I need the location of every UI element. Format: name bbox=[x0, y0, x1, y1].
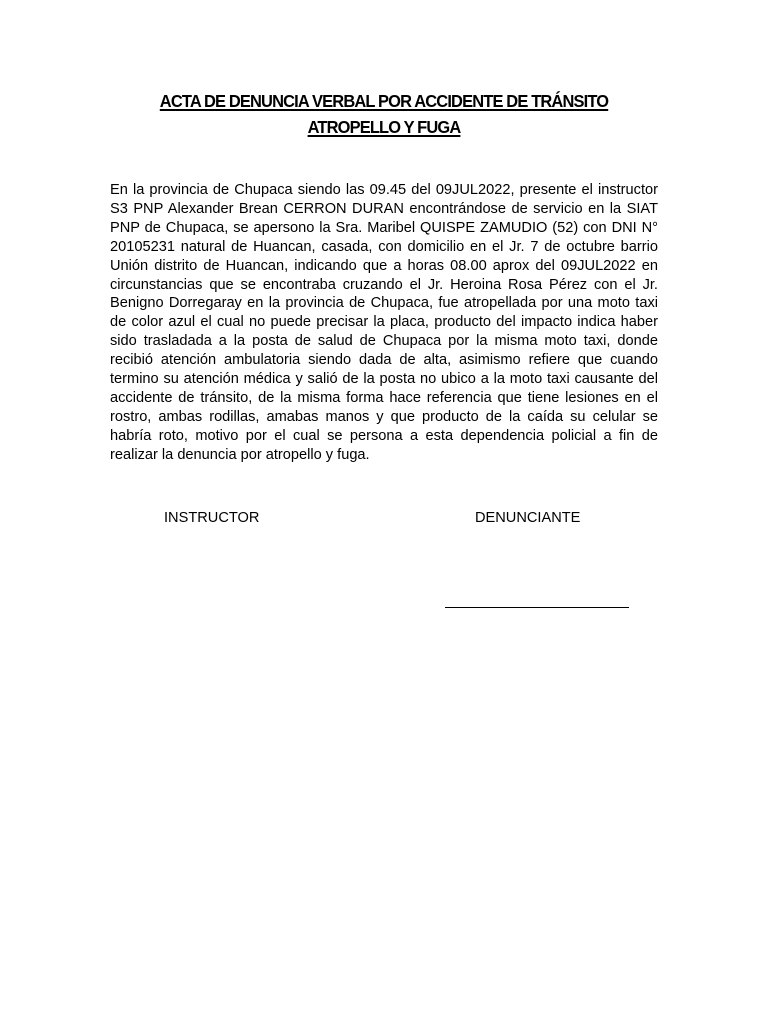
document-body: En la provincia de Chupaca siendo las 09.45 del 09JUL2022, presente el instructor S3 PNP Alexander Brean CERRON DURAN encontrándose de servicio en la SIAT PNP de Chupaca, se apersono la Sra. Maribel QUISPE ZAMUDIO (52) con DNI N° 20105231 natural de Huancan, casada, con domicilio en el Jr. 7 de octubre barrio Unión distrito de Huancan, indicando que a horas 08.00 aprox del 09JUL2022 en circunstancias que se encontraba cruzando el Jr. Heroina Rosa Pérez con el Jr. Benigno Dorregaray en la provincia de Chupaca, fue atropellada por una moto taxi de color azul el cual no puede precisar la placa, producto del impacto indica haber sido trasladada a la posta de salud de Chupaca por la misma moto taxi, donde recibió atención ambulatoria siendo dada de alta, asimismo refiere que cuando termino su atención médica y salió de la posta no ubico a la moto taxi causante del accidente de tránsito, de la misma forma hace referencia que tiene lesiones en el rostro, ambas rodillas, amabas manos y que producto de la caída su celular se habría roto, motivo por el cual se persona a esta dependencia policial a fin de realizar la denuncia por atropello y fuga. bbox=[110, 182, 658, 463]
denunciante-label: DENUNCIANTE bbox=[475, 510, 581, 526]
instructor-label: INSTRUCTOR bbox=[164, 510, 260, 526]
signature-section bbox=[0, 508, 768, 618]
document-title: ACTA DE DENUNCIA VERBAL POR ACCIDENTE DE TRÁNSITO ATROPELLO Y FUGA bbox=[159, 91, 609, 137]
denunciante-signature-line bbox=[445, 607, 629, 608]
